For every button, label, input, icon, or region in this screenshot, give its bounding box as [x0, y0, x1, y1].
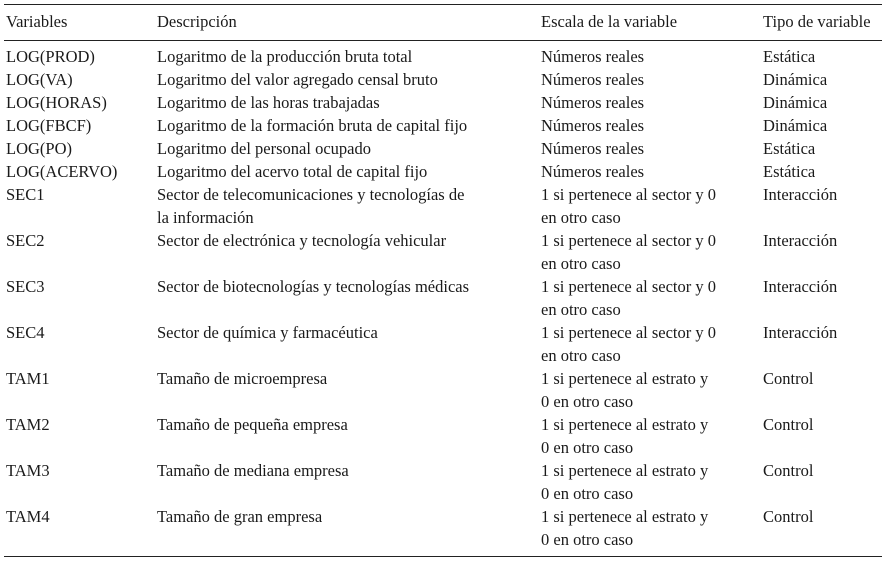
cell-escala — [541, 183, 716, 229]
cell-descripcion — [157, 321, 378, 344]
cell-escala-line: 0 en otro caso — [541, 438, 634, 457]
header-tipo: Tipo de variable — [763, 12, 871, 31]
cell-descripcion-line: Sector de química y farmacéutica — [157, 323, 378, 342]
cell-descripcion-line: Sector de biotecnologías y tecnologías médicas — [157, 277, 470, 296]
cell-variable: TAM2 — [6, 415, 50, 434]
cell-variable: SEC2 — [6, 231, 45, 250]
cell-escala — [541, 91, 644, 114]
cell-escala-line: 0 en otro caso — [541, 392, 634, 411]
cell-escala — [541, 114, 644, 137]
cell-escala — [541, 367, 708, 413]
cell-descripcion — [157, 160, 427, 183]
cell-variable: LOG(VA) — [6, 70, 73, 89]
table-row — [0, 68, 886, 91]
cell-descripcion-line: Logaritmo de las horas trabajadas — [157, 93, 380, 112]
cell-escala — [541, 45, 644, 68]
cell-escala-line: 1 si pertenece al sector y 0 — [541, 323, 717, 342]
cell-escala-line: 1 si pertenece al estrato y — [541, 461, 709, 480]
cell-escala — [541, 68, 644, 91]
cell-escala-line: en otro caso — [541, 254, 621, 273]
cell-tipo: Interacción — [763, 231, 838, 250]
cell-variable: SEC4 — [6, 323, 45, 342]
cell-descripcion-line: Logaritmo de la producción bruta total — [157, 47, 413, 66]
cell-escala-line: 1 si pertenece al estrato y — [541, 415, 709, 434]
cell-variable: LOG(HORAS) — [6, 93, 107, 112]
cell-tipo: Interacción — [763, 277, 838, 296]
cell-variable: TAM1 — [6, 369, 50, 388]
cell-tipo: Dinámica — [763, 116, 828, 135]
cell-escala-line: en otro caso — [541, 208, 621, 227]
cell-escala-line: Números reales — [541, 116, 645, 135]
cell-tipo: Dinámica — [763, 93, 828, 112]
cell-escala-line: 1 si pertenece al sector y 0 — [541, 231, 717, 250]
table-row — [0, 505, 886, 551]
cell-variable: SEC3 — [6, 277, 45, 296]
cell-tipo: Control — [763, 507, 814, 526]
cell-tipo: Control — [763, 415, 814, 434]
table-row — [0, 367, 886, 413]
cell-descripcion — [157, 68, 438, 91]
cell-variable: LOG(FBCF) — [6, 116, 92, 135]
cell-escala-line: en otro caso — [541, 346, 621, 365]
table-row — [0, 91, 886, 114]
table-header-row — [0, 10, 886, 34]
cell-descripcion — [157, 183, 464, 229]
table-body — [0, 45, 886, 551]
cell-escala — [541, 137, 644, 160]
cell-escala-line: Números reales — [541, 47, 645, 66]
cell-escala-line: 1 si pertenece al sector y 0 — [541, 185, 717, 204]
cell-descripcion-line: Logaritmo del personal ocupado — [157, 139, 371, 158]
cell-descripcion — [157, 229, 446, 252]
cell-descripcion — [157, 275, 469, 298]
cell-descripcion-line: la información — [157, 208, 254, 227]
table-row — [0, 114, 886, 137]
table-row — [0, 275, 886, 321]
cell-descripcion-line: Logaritmo del valor agregado censal bruto — [157, 70, 438, 89]
cell-tipo: Estática — [763, 162, 816, 181]
cell-descripcion-line: Tamaño de gran empresa — [157, 507, 323, 526]
cell-escala — [541, 459, 708, 505]
cell-escala-line: 1 si pertenece al estrato y — [541, 369, 709, 388]
table-row — [0, 137, 886, 160]
cell-variable: LOG(PO) — [6, 139, 72, 158]
cell-variable: LOG(PROD) — [6, 47, 95, 66]
cell-escala-line: 1 si pertenece al sector y 0 — [541, 277, 717, 296]
cell-descripcion-line: Sector de telecomunicaciones y tecnologías de — [157, 185, 465, 204]
table-row — [0, 459, 886, 505]
cell-descripcion — [157, 91, 380, 114]
cell-tipo: Interacción — [763, 185, 838, 204]
table-row — [0, 183, 886, 229]
header-descripcion: Descripción — [157, 12, 237, 31]
cell-escala-line: Números reales — [541, 70, 645, 89]
cell-descripcion — [157, 413, 348, 436]
table-top-rule — [4, 4, 882, 5]
cell-descripcion — [157, 367, 327, 390]
cell-tipo: Dinámica — [763, 70, 828, 89]
table-row — [0, 45, 886, 68]
cell-descripcion-line: Logaritmo del acervo total de capital fijo — [157, 162, 428, 181]
cell-escala — [541, 321, 716, 367]
cell-escala-line: Números reales — [541, 93, 645, 112]
table-row — [0, 413, 886, 459]
table-header-rule — [4, 40, 882, 41]
cell-variable: TAM3 — [6, 461, 50, 480]
cell-descripcion-line: Sector de electrónica y tecnología vehicular — [157, 231, 447, 250]
header-variables: Variables — [6, 12, 68, 31]
cell-variable: SEC1 — [6, 185, 45, 204]
cell-descripcion-line: Tamaño de pequeña empresa — [157, 415, 348, 434]
cell-escala-line: 1 si pertenece al estrato y — [541, 507, 709, 526]
cell-escala — [541, 160, 644, 183]
cell-variable: LOG(ACERVO) — [6, 162, 118, 181]
cell-escala — [541, 505, 708, 551]
table-row — [0, 321, 886, 367]
cell-variable: TAM4 — [6, 507, 50, 526]
cell-escala — [541, 275, 716, 321]
table-row — [0, 160, 886, 183]
cell-escala-line: 0 en otro caso — [541, 530, 634, 549]
cell-tipo: Control — [763, 461, 814, 480]
cell-descripcion-line: Tamaño de microempresa — [157, 369, 328, 388]
cell-tipo: Estática — [763, 47, 816, 66]
cell-descripcion — [157, 459, 349, 482]
cell-descripcion — [157, 137, 371, 160]
header-escala: Escala de la variable — [541, 12, 678, 31]
cell-escala-line: 0 en otro caso — [541, 484, 634, 503]
cell-escala-line: Números reales — [541, 162, 645, 181]
cell-escala-line: Números reales — [541, 139, 645, 158]
cell-escala — [541, 229, 716, 275]
cell-escala — [541, 413, 708, 459]
cell-escala-line: en otro caso — [541, 300, 621, 319]
cell-tipo: Estática — [763, 139, 816, 158]
table-bottom-rule — [4, 556, 882, 557]
table-row — [0, 229, 886, 275]
cell-descripcion — [157, 45, 412, 68]
cell-tipo: Control — [763, 369, 814, 388]
cell-tipo: Interacción — [763, 323, 838, 342]
cell-descripcion — [157, 505, 322, 528]
cell-descripcion-line: Tamaño de mediana empresa — [157, 461, 349, 480]
cell-descripcion — [157, 114, 467, 137]
cell-descripcion-line: Logaritmo de la formación bruta de capital fijo — [157, 116, 468, 135]
